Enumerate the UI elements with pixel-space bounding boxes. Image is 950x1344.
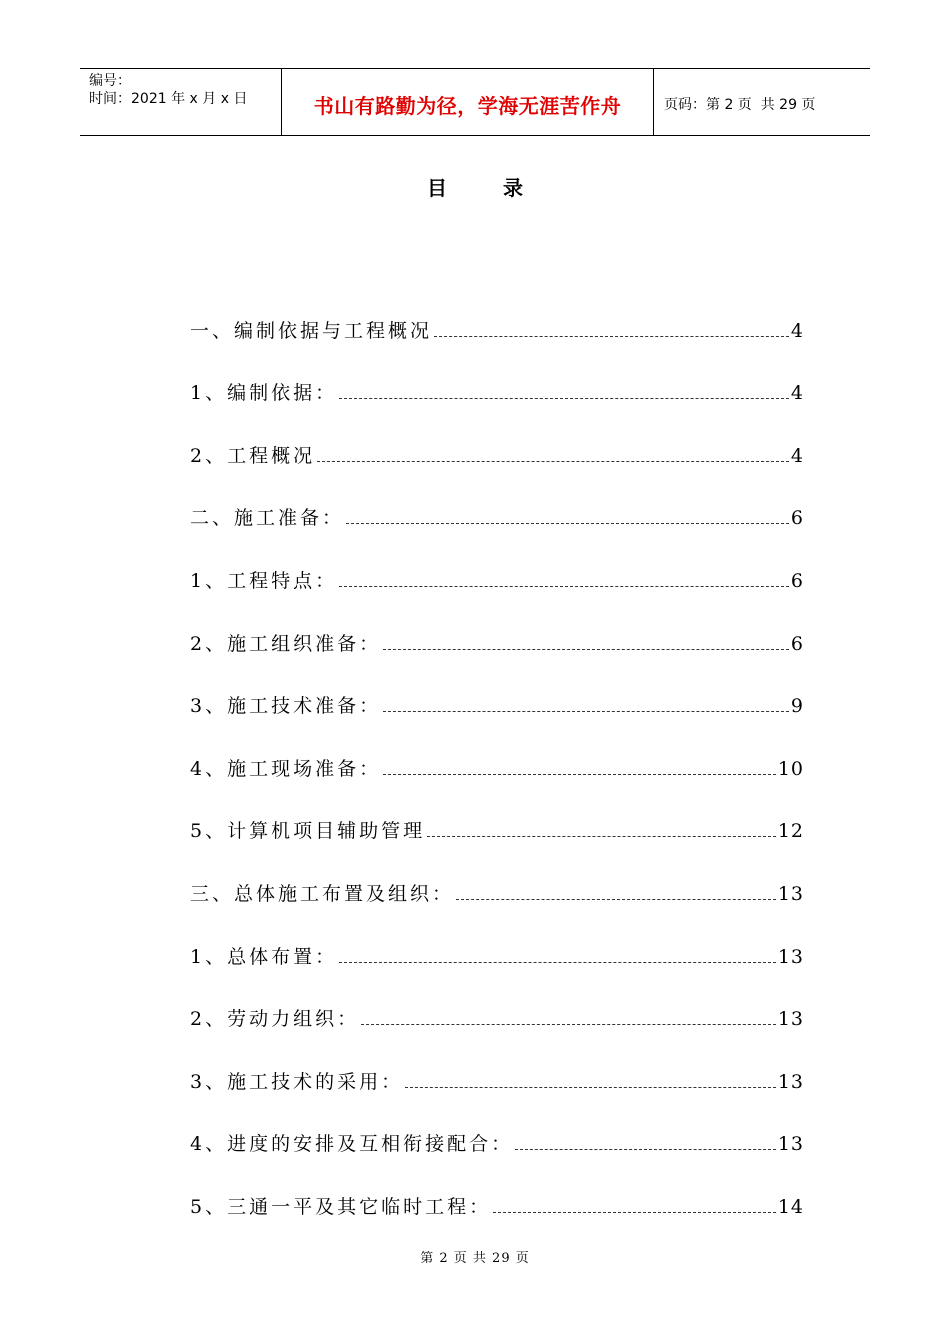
page-header [80,68,870,136]
toc-entry[interactable] [190,783,804,846]
header-motto: 书山有路勤为径，学海无涯苦作舟 [313,93,622,118]
document-number-label: 编号： [89,73,131,89]
toc-entry-label: 3、施工技术准备： [190,695,382,718]
toc-dot-leader [515,1148,776,1150]
toc-entry-label: 1、编制依据： [190,382,338,405]
toc-entry-page: 6 [790,569,804,592]
toc-entry-label: 2、劳动力组织： [190,1008,360,1031]
toc-entry-label: 1、总体布置： [190,945,338,968]
toc-dot-leader [456,898,776,900]
header-meta [80,69,282,135]
toc-entry[interactable] [190,407,804,470]
toc-entry[interactable] [190,282,804,345]
document-date: 时间：2021 年 x 月 x 日 [89,91,248,107]
toc-dot-leader [383,710,789,712]
toc-entry-page: 10 [777,757,804,780]
toc-entry-page: 13 [777,945,804,968]
title-char-2: 录 [503,176,523,200]
toc-entry-page: 12 [777,820,804,843]
toc-dot-leader [339,961,776,963]
toc-entry-label: 4、进度的安排及互相衔接配合： [190,1133,514,1156]
toc-entry-page: 6 [790,632,804,655]
toc-entry[interactable] [190,1158,804,1221]
toc-entry[interactable] [190,720,804,783]
toc-entry-page: 14 [777,1195,804,1218]
toc-entry-page: 9 [790,695,804,718]
toc-dot-leader [361,1023,776,1025]
toc-entry[interactable] [190,345,804,408]
toc-dot-leader [317,460,789,462]
toc-dot-leader [339,585,789,587]
page-footer: 第 2 页 共 29 页 [420,1251,530,1266]
toc-entry-label: 2、工程概况 [190,444,316,467]
toc-entry-page: 13 [777,882,804,905]
header-page-info: 页码：第 2 页 共 29 页 [664,97,816,113]
toc-entry-page: 4 [790,444,804,467]
table-of-contents [190,282,804,1221]
toc-dot-leader [383,773,776,775]
header-motto-cell [282,69,654,135]
toc-dot-leader [405,1086,776,1088]
toc-dot-leader [346,522,789,524]
toc-dot-leader [427,835,776,837]
toc-entry-label: 5、三通一平及其它临时工程： [190,1195,492,1218]
toc-entry-label: 2、施工组织准备： [190,632,382,655]
toc-dot-leader [339,397,789,399]
toc-entry[interactable] [190,470,804,533]
toc-entry[interactable] [190,845,804,908]
toc-entry-page: 4 [790,382,804,405]
toc-entry[interactable] [190,971,804,1034]
toc-entry-page: 13 [777,1133,804,1156]
toc-entry-page: 6 [790,507,804,530]
page-title [0,172,950,201]
toc-entry-page: 13 [777,1070,804,1093]
toc-dot-leader [493,1211,776,1213]
toc-entry-label: 二、施工准备： [190,507,345,530]
toc-entry-label: 5、计算机项目辅助管理 [190,820,426,843]
toc-entry[interactable] [190,1096,804,1159]
toc-entry[interactable] [190,532,804,595]
toc-entry-label: 3、施工技术的采用： [190,1070,404,1093]
toc-dot-leader [434,335,789,337]
toc-entry-page: 13 [777,1008,804,1031]
toc-entry-page: 4 [790,319,804,342]
toc-entry[interactable] [190,1033,804,1096]
toc-entry-label: 三、总体施工布置及组织： [190,882,455,905]
toc-entry[interactable] [190,595,804,658]
toc-entry-label: 一、编制依据与工程概况 [190,319,433,342]
toc-dot-leader [383,648,789,650]
toc-entry[interactable] [190,908,804,971]
toc-entry[interactable] [190,658,804,721]
title-char-1: 目 [427,176,447,200]
toc-entry-label: 4、施工现场准备： [190,757,382,780]
toc-entry-label: 1、工程特点： [190,569,338,592]
